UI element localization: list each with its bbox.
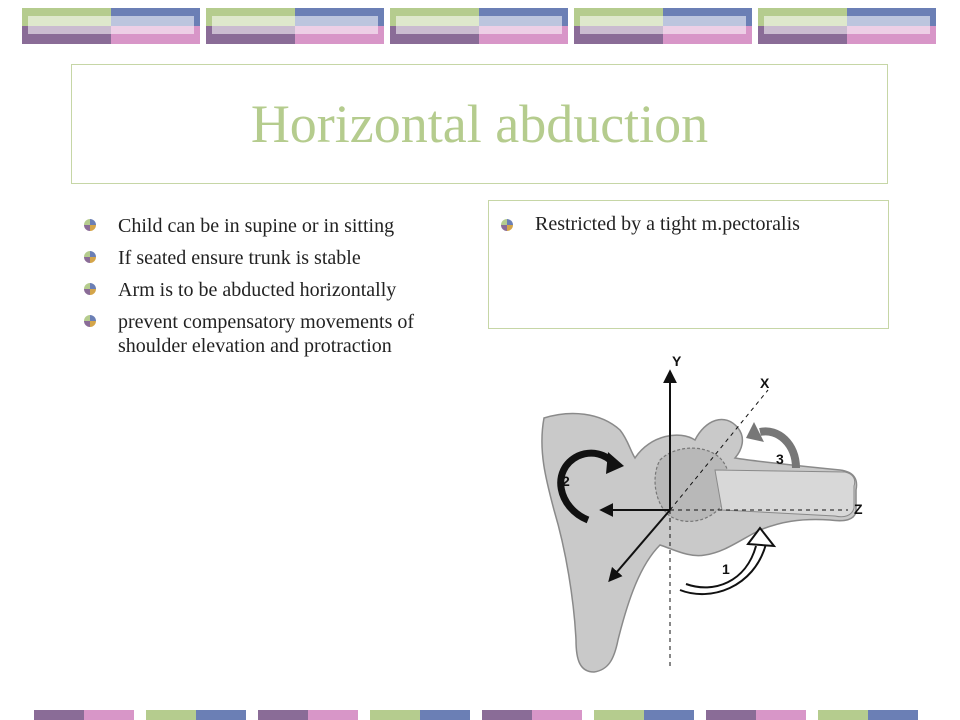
bullet-icon: [84, 251, 96, 263]
decor-block: [22, 8, 200, 44]
bullet-icon: [84, 219, 96, 231]
bullet-text: Arm is to be abducted horizontally: [118, 279, 397, 301]
bullet-text: Child can be in supine or in sitting: [118, 215, 395, 237]
x-axis-label: X: [760, 375, 770, 391]
arrow-2-label: 2: [562, 473, 570, 489]
list-item: [84, 214, 454, 238]
list-item: [84, 278, 454, 302]
bullet-icon: [84, 283, 96, 295]
decor-block: [574, 8, 752, 44]
arrow-3-label: 3: [776, 451, 784, 467]
y-axis-label: Y: [672, 353, 682, 369]
bullet-text: If seated ensure trunk is stable: [118, 247, 361, 269]
shoulder-axes-diagram: [510, 340, 880, 680]
list-item: [84, 246, 454, 270]
slide-title: Horizontal abduction: [250, 94, 709, 154]
title-box: [71, 64, 888, 184]
bottom-decoration: [0, 710, 960, 720]
decor-block: [758, 8, 936, 44]
list-item: [501, 209, 878, 239]
decor-block: [390, 8, 568, 44]
z-axis-label: Z: [854, 501, 863, 517]
bullet-text: prevent compensatory movements of shoulder elevation and protraction: [118, 311, 415, 357]
top-decoration: [0, 8, 960, 44]
decor-block: [206, 8, 384, 44]
arrow-1-label: 1: [722, 561, 730, 577]
bullet-icon: [84, 315, 96, 327]
right-text-box: [488, 200, 889, 329]
right-bullet-list: [501, 209, 878, 239]
left-bullet-list: [84, 214, 454, 366]
list-item: [84, 310, 454, 358]
bullet-icon: [501, 219, 513, 231]
bullet-text: Restricted by a tight m.pectoralis: [535, 213, 800, 235]
